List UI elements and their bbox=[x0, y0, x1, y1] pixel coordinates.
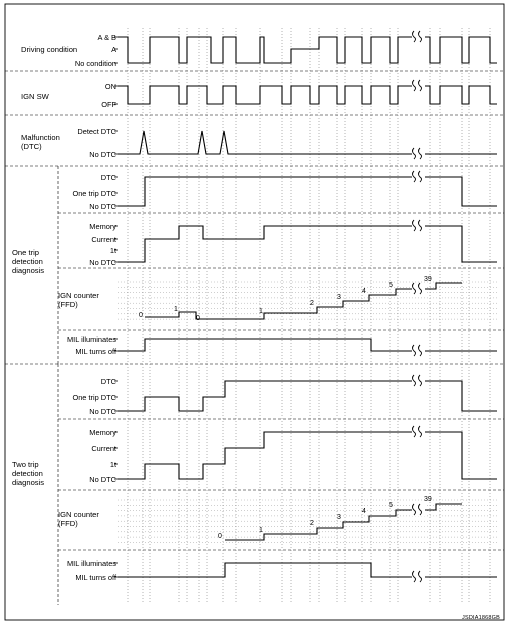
one-trip-group-line1: One trip bbox=[12, 248, 40, 257]
one-trip-counter-value: 5 bbox=[389, 282, 393, 289]
outer-border bbox=[5, 4, 504, 620]
malfunction-waveform bbox=[118, 131, 412, 154]
one-trip-mil-waveform bbox=[118, 339, 412, 351]
two-trip-counter-value: 5 bbox=[389, 502, 393, 509]
one-trip-counter-value: 1 bbox=[174, 306, 178, 313]
level-on: ON bbox=[104, 82, 116, 91]
driving-waveform bbox=[118, 37, 412, 63]
one-trip-level-memory-no-dtc: No DTC bbox=[89, 258, 116, 267]
level-a: A bbox=[111, 45, 116, 54]
two-trip-counter-title: IGN counter bbox=[58, 510, 99, 519]
two-trip-counter-sub: (FFD) bbox=[58, 519, 78, 528]
level-detect-dtc: Detect DTC bbox=[77, 127, 116, 136]
one-trip-level-dtc: DTC bbox=[100, 173, 116, 182]
one-trip-counter-value: 4 bbox=[362, 288, 366, 295]
one-trip-counter-value: 0 bbox=[196, 315, 200, 322]
two-trip-level-mil-illuminates: MIL illuminates bbox=[66, 559, 116, 568]
one-trip-counter-value: 0 bbox=[139, 312, 143, 319]
one-trip-counter-title: IGN counter bbox=[58, 291, 99, 300]
one-trip-level-1t: 1t bbox=[109, 246, 116, 255]
figure-code: JSDIA1868GB bbox=[462, 615, 500, 621]
one-trip-level-current: Current bbox=[91, 235, 116, 244]
ign-waveform-cont bbox=[425, 86, 497, 104]
level-a-and-b: A & B bbox=[97, 33, 116, 42]
one-trip-counter-sub: (FFD) bbox=[58, 300, 78, 309]
two-trip-level-mil-turns-off: MIL turns off bbox=[75, 573, 116, 582]
two-trip-level-current: Current bbox=[91, 444, 116, 453]
one-trip-level-mil-turns-off: MIL turns off bbox=[75, 347, 116, 356]
two-trip-level-no-dtc: No DTC bbox=[89, 407, 116, 416]
two-trip-counter-value: 0 bbox=[218, 533, 222, 540]
two-trip-level-one-trip-dtc: One trip DTC bbox=[72, 393, 116, 402]
two-trip-memory-waveform-cont bbox=[425, 432, 497, 479]
one-trip-memory-waveform-cont bbox=[425, 226, 497, 262]
malfunction-title-sub: (DTC) bbox=[21, 142, 42, 151]
one-trip-group-line2: detection bbox=[12, 257, 43, 266]
axis-ticks bbox=[114, 37, 118, 577]
two-trip-counter-value: 2 bbox=[310, 520, 314, 527]
driving-condition-title: Driving condition bbox=[21, 45, 78, 54]
one-trip-dtc-waveform-cont bbox=[425, 177, 497, 206]
level-malfunction-no-dtc: No DTC bbox=[89, 150, 116, 159]
two-trip-level-dtc: DTC bbox=[100, 377, 116, 386]
two-trip-counter-value: 4 bbox=[362, 508, 366, 515]
two-trip-dtc-waveform bbox=[118, 381, 412, 411]
one-trip-group-line3: diagnosis bbox=[12, 266, 45, 275]
two-trip-group-line1: Two trip bbox=[12, 460, 39, 469]
ign-sw-title: IGN SW bbox=[21, 92, 49, 101]
one-trip-level-no-dtc: No DTC bbox=[89, 202, 116, 211]
malfunction-title: Malfunction bbox=[21, 133, 60, 142]
one-trip-level-mil-illuminates: MIL illuminates bbox=[66, 335, 116, 344]
one-trip-counter-value: 1 bbox=[259, 308, 263, 315]
two-trip-dtc-waveform-cont bbox=[425, 381, 497, 411]
one-trip-memory-waveform bbox=[118, 226, 412, 262]
two-trip-counter-staircase-cont bbox=[425, 504, 462, 510]
one-trip-level-one-trip-dtc: One trip DTC bbox=[72, 189, 116, 198]
two-trip-mil-waveform bbox=[118, 563, 412, 577]
one-trip-counter-value: 39 bbox=[424, 276, 432, 283]
two-trip-group-line2: detection bbox=[12, 469, 43, 478]
level-no-condition: No condition bbox=[74, 59, 116, 68]
driving-waveform-cont bbox=[425, 37, 497, 63]
one-trip-counter-value: 3 bbox=[337, 294, 341, 301]
two-trip-group-line3: diagnosis bbox=[12, 478, 45, 487]
two-trip-counter-value: 1 bbox=[259, 527, 263, 534]
one-trip-level-memory: Memory bbox=[89, 222, 116, 231]
two-trip-counter-value: 3 bbox=[337, 514, 341, 521]
two-trip-level-memory-no-dtc: No DTC bbox=[89, 475, 116, 484]
level-off: OFF bbox=[101, 100, 116, 109]
two-trip-counter-staircase bbox=[225, 510, 412, 540]
ign-waveform bbox=[118, 86, 412, 104]
two-trip-counter-value: 39 bbox=[424, 496, 432, 503]
two-trip-level-1t: 1t bbox=[109, 460, 116, 469]
two-trip-level-memory: Memory bbox=[89, 428, 116, 437]
vertical-gridlines bbox=[128, 28, 490, 602]
one-trip-counter-value: 2 bbox=[310, 300, 314, 307]
two-trip-memory-waveform bbox=[118, 432, 412, 479]
one-trip-dtc-waveform bbox=[118, 177, 412, 206]
one-trip-counter-staircase bbox=[145, 289, 412, 319]
